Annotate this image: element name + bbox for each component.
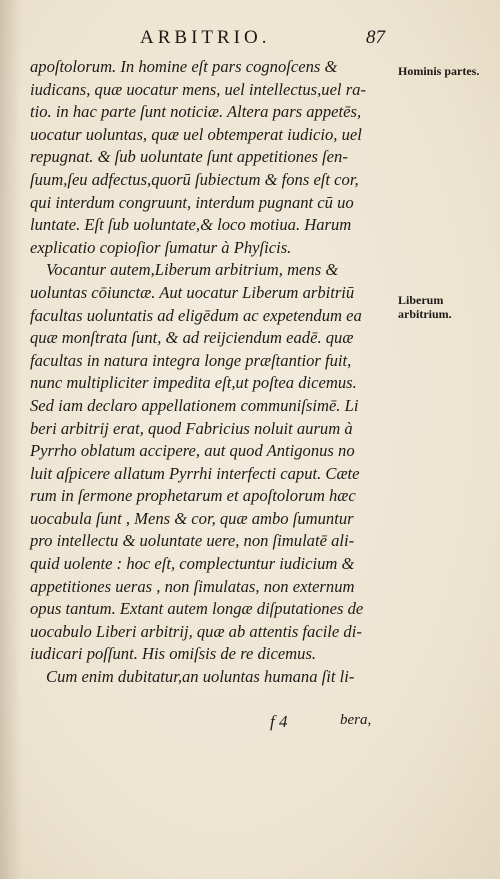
text-line: facultas uoluntatis ad eligēdum ac expetendum ea: [30, 305, 362, 325]
body-text: [30, 56, 390, 689]
text-line: appetitiones ueras , non ſimulatas, non externum: [30, 576, 355, 596]
text-line: quæ monſtrata ſunt, & ad reijciendum eadē. quæ: [30, 328, 354, 348]
catchword: bera,: [340, 712, 372, 728]
text-line: apoſtolorum. In homine eſt pars cognoſcens &: [30, 57, 338, 76]
running-head: ARBITRIO.: [140, 27, 271, 48]
text-line: pro intellectu & uoluntate uere, non ſimulatē ali-: [30, 531, 355, 551]
text-line: tio. in hac parte ſunt noticiæ. Altera pars appetēs,: [30, 102, 362, 122]
text-line: uocabulo Liberi arbitrij, quæ ab attentis facile di-: [30, 621, 362, 641]
text-line: uoluntas cōiunctæ. Aut uocatur Liberum arbitriū: [30, 282, 355, 302]
text-line: rum in ſermone prophetarum et apoſtolorum hæc: [30, 486, 356, 506]
gutter-shadow: [0, 0, 22, 879]
text-line: uocabula ſunt , Mens & cor, quæ ambo ſumuntur: [30, 508, 354, 528]
text-line: Cum enim dubitatur,an uoluntas humana ſit li-: [46, 667, 355, 687]
text-line: Sed iam declaro appellationem communiſsimē. Li: [30, 395, 359, 415]
text-line: iudicans, quæ uocatur mens, uel intellectus,uel ra-: [30, 79, 366, 99]
text-line: Vocantur autem,Liberum arbitrium, mens &: [46, 260, 339, 280]
text-line: luit aſpicere allatum Pyrrhi interfecti caput. Cæte: [30, 463, 360, 483]
text-line: qui interdum congruunt, interdum pugnant cū uo: [30, 192, 354, 212]
text-line: iudicari poſſunt. His omiſsis de re dicemus.: [30, 644, 317, 664]
text-line: explicatio copioſior ſumatur à Phyſicis.: [30, 237, 292, 257]
text-line: uocatur uoluntas, quæ uel obtemperat iudicio, uel: [30, 124, 362, 144]
text-line: Pyrrho oblatum accipere, aut quod Antigonus no: [30, 441, 355, 461]
margin-note: Hominis partes.: [398, 64, 480, 78]
text-line: facultas in natura integra longe præſtantior fuit,: [30, 350, 352, 370]
text-line: quid uolente : hoc eſt, complectuntur iudicium &: [30, 554, 355, 574]
text-line: luntate. Eſt ſub uoluntate,& loco motiua. Harum: [30, 215, 352, 235]
text-line: opus tantum. Extant autem longæ diſputationes de: [30, 599, 364, 619]
text-line: repugnat. & ſub uoluntate ſunt appetitiones ſen-: [30, 147, 348, 167]
page-number: 87: [366, 27, 385, 48]
text-line: beri arbitrij erat, quod Fabricius noluit aurum à: [30, 418, 353, 438]
margin-note: Liberum arbitrium.: [398, 293, 452, 321]
signature-mark: f 4: [270, 712, 288, 731]
text-line: ſuum,ſeu adfectus,quorū ſubiectum & fons eſt cor,: [30, 169, 359, 189]
text-line: nunc multipliciter impedita eſt,ut poſtea dicemus.: [30, 373, 357, 393]
